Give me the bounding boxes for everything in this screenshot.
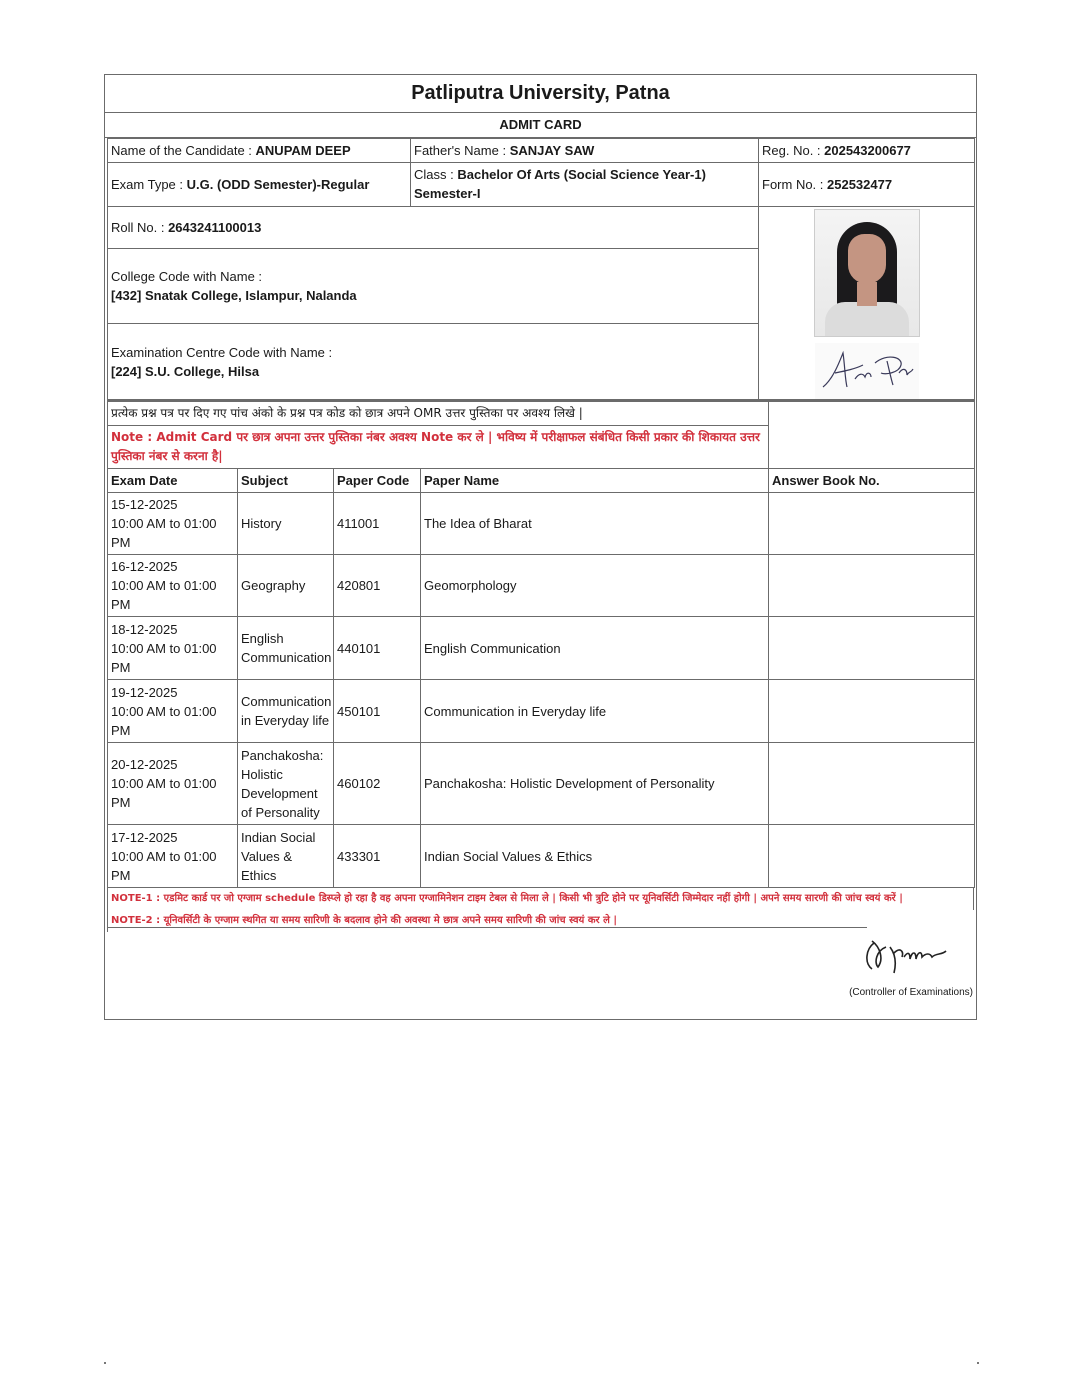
subject-cell: Communication in Everyday life — [238, 680, 334, 743]
answer-book-cell — [769, 617, 975, 680]
paper-name-cell: Panchakosha: Holistic Development of Personality — [421, 743, 769, 825]
exam-date-cell: 16-12-2025 10:00 AM to 01:00 PM — [108, 555, 238, 617]
corner-mark — [104, 1362, 106, 1364]
table-row — [108, 555, 975, 617]
table-row — [108, 743, 975, 825]
paper-name-cell: English Communication — [421, 617, 769, 680]
paper-code-cell: 460102 — [334, 743, 421, 825]
subject-cell: History — [238, 493, 334, 555]
photo-signature-cell — [759, 207, 975, 400]
university-title: Patliputra University, Patna — [105, 75, 976, 113]
subject-cell: Geography — [238, 555, 334, 617]
roll-no-field: Roll No. : 2643241100013 — [108, 207, 759, 249]
answer-book-cell — [769, 680, 975, 743]
exam-type: U.G. (ODD Semester)-Regular — [186, 177, 370, 192]
controller-label: (Controller of Examinations) — [849, 987, 973, 998]
controller-signature — [860, 933, 970, 979]
class-name: Bachelor Of Arts (Social Science Year-1) Semester-I — [414, 167, 706, 201]
exam-date-cell: 20-12-2025 10:00 AM to 01:00 PM — [108, 743, 238, 825]
notes-table — [107, 888, 974, 932]
exam-date-cell: 19-12-2025 10:00 AM to 01:00 PM — [108, 680, 238, 743]
answer-book-cell — [769, 743, 975, 825]
header-subject: Subject — [238, 469, 334, 493]
subject-cell: Indian Social Values & Ethics — [238, 825, 334, 888]
corner-mark — [977, 1362, 979, 1364]
paper-code-cell: 433301 — [334, 825, 421, 888]
college-name: [432] Snatak College, Islampur, Nalanda — [111, 288, 357, 303]
form-no-field: Form No. : 252532477 — [759, 163, 975, 207]
candidate-info-table — [107, 138, 975, 400]
exam-type-field: Exam Type : U.G. (ODD Semester)-Regular — [108, 163, 411, 207]
paper-name-cell: Communication in Everyday life — [421, 680, 769, 743]
paper-code-cell: 411001 — [334, 493, 421, 555]
footer — [105, 927, 976, 1019]
card-body — [107, 138, 974, 932]
document-title: ADMIT CARD — [105, 113, 976, 138]
table-row — [108, 825, 975, 888]
form-no: 252532477 — [827, 177, 893, 192]
note-1: NOTE-1 : एडमिट कार्ड पर जो एग्जाम schedule डिस्प्ले हो रहा है वह अपना एग्जामिनेशन टाइम टेबल से मिला ले | किसी भी त्रुटि होने पर यूनिवर्सिटी जिम्मेदार नहीं होगी | अपने समय सारणी की जांच स्वयं करें | — [108, 888, 974, 910]
schedule-table — [107, 400, 975, 888]
exam-date-cell: 17-12-2025 10:00 AM to 01:00 PM — [108, 825, 238, 888]
exam-date-cell: 18-12-2025 10:00 AM to 01:00 PM — [108, 617, 238, 680]
paper-code-cell: 440101 — [334, 617, 421, 680]
omr-instruction: प्रत्येक प्रश्न पत्र पर दिए गए पांच अंको के प्रश्न पत्र कोड को छात्र अपने OMR उत्तर पुस्तिका पर अवश्य लिखे | — [108, 401, 769, 426]
subject-cell: Panchakosha: Holistic Development of Personality — [238, 743, 334, 825]
header-exam-date: Exam Date — [108, 469, 238, 493]
paper-name-cell: Indian Social Values & Ethics — [421, 825, 769, 888]
college-field: College Code with Name : [432] Snatak College, Islampur, Nalanda — [108, 249, 759, 324]
paper-code-cell: 420801 — [334, 555, 421, 617]
centre-name: [224] S.U. College, Hilsa — [111, 363, 260, 379]
roll-no: 2643241100013 — [168, 220, 262, 235]
paper-name-cell: The Idea of Bharat — [421, 493, 769, 555]
table-row — [108, 617, 975, 680]
candidate-photo — [814, 209, 920, 337]
candidate-name: ANUPAM DEEP — [255, 143, 351, 158]
table-row — [108, 493, 975, 555]
reg-no: 202543200677 — [824, 143, 911, 158]
divider — [107, 927, 867, 928]
note-2: NOTE-2 : यूनिवर्सिटी के एग्जाम स्थगित या समय सारिणी के बदलाव होने की अवस्था मे छात्र अपने समय सारिणी की जांच स्वयं कर ले | — [108, 910, 974, 932]
paper-code-cell: 450101 — [334, 680, 421, 743]
admit-card — [104, 74, 977, 1020]
answer-book-cell — [769, 555, 975, 617]
reg-no-field: Reg. No. : 202543200677 — [759, 139, 975, 163]
table-row — [108, 680, 975, 743]
centre-field: Examination Centre Code with Name : [224] S.U. College, Hilsa — [108, 324, 759, 400]
answer-book-note: Note : Admit Card पर छात्र अपना उत्तर पुस्तिका नंबर अवश्य Note कर ले | भविष्य में परीक्षाफल संबंधित किसी प्रकार की शिकायत उत्तर पुस्तिका नंबर से करना है| — [108, 426, 769, 469]
candidate-signature — [815, 343, 919, 399]
paper-name-cell: Geomorphology — [421, 555, 769, 617]
subject-cell: English Communication — [238, 617, 334, 680]
father-name-field: Father's Name : SANJAY SAW — [411, 139, 759, 163]
answer-book-cell — [769, 825, 975, 888]
exam-date-cell: 15-12-2025 10:00 AM to 01:00 PM — [108, 493, 238, 555]
class-field: Class : Bachelor Of Arts (Social Science Year-1) Semester-I — [411, 163, 759, 207]
candidate-name-field: Name of the Candidate : ANUPAM DEEP — [108, 139, 411, 163]
father-name: SANJAY SAW — [509, 143, 595, 158]
header-answer-book: Answer Book No. — [769, 469, 975, 493]
answer-book-cell — [769, 493, 975, 555]
header-paper-code: Paper Code — [334, 469, 421, 493]
header-paper-name: Paper Name — [421, 469, 769, 493]
instruction-blank-cell — [769, 401, 975, 469]
